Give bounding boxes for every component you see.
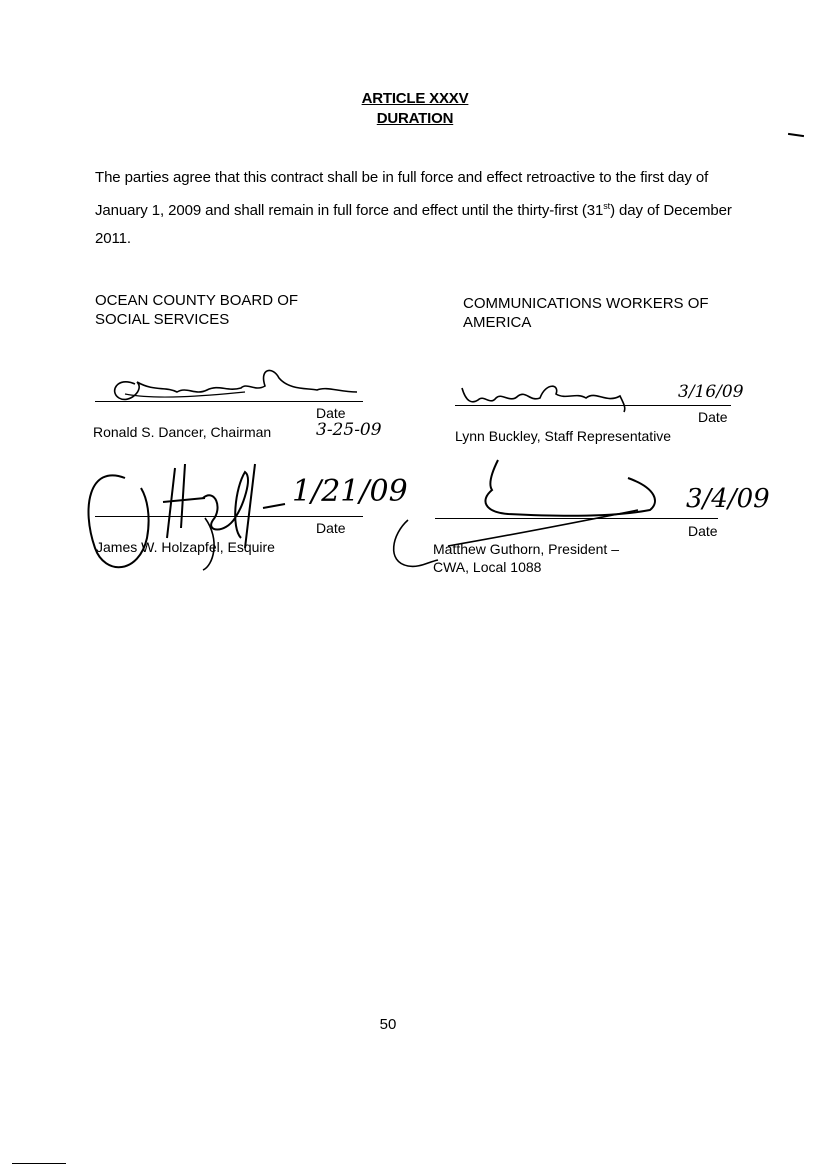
date-label-dancer: Date xyxy=(316,405,346,421)
handwritten-date-guthorn: 3/4/09 xyxy=(686,484,770,514)
employer-party xyxy=(95,291,298,329)
union-party xyxy=(463,294,709,332)
page-number: 50 xyxy=(379,1016,397,1033)
handwritten-date-buckley: 3/16/09 xyxy=(678,382,744,402)
ordinal-suffix: st xyxy=(603,201,611,211)
employer-name-line2: SOCIAL SERVICES xyxy=(95,311,230,328)
signatory-name-dancer: Ronald S. Dancer, Chairman xyxy=(93,424,272,440)
signatory-name-buckley: Lynn Buckley, Staff Representative xyxy=(455,428,672,444)
employer-name-line1: OCEAN COUNTY BOARD OF xyxy=(95,292,299,309)
date-label-buckley: Date xyxy=(698,409,728,425)
date-label-holzapfel: Date xyxy=(316,520,346,536)
handwritten-date-dancer: 3-25-09 xyxy=(316,420,382,440)
scan-line xyxy=(12,1163,66,1164)
signature-line-holzapfel xyxy=(95,516,363,517)
signatory-name-guthorn-line2: CWA, Local 1088 xyxy=(433,559,542,575)
signature-buckley xyxy=(460,378,640,414)
article-number: ARTICLE XXXV xyxy=(361,90,469,107)
handwritten-date-holzapfel: 1/21/09 xyxy=(292,474,408,509)
paragraph-text-end: ) day of December 2011. xyxy=(95,202,732,247)
duration-paragraph xyxy=(95,164,745,253)
article-title: DURATION xyxy=(376,110,454,127)
union-name-line2: AMERICA xyxy=(463,314,532,331)
scan-mark xyxy=(788,133,804,137)
paragraph-text: The parties agree that this contract shall be in full force and effect retroactive to the first day of January 1, 2009 and shall remain in full force and effect until the thirty-first (31 xyxy=(95,169,709,219)
signatory-name-guthorn-line1: Matthew Guthorn, President – xyxy=(433,541,619,557)
union-name-line1: COMMUNICATIONS WORKERS OF xyxy=(463,295,709,312)
signature-line-buckley xyxy=(455,405,731,406)
signature-line-dancer xyxy=(95,401,363,402)
date-label-guthorn: Date xyxy=(688,523,718,539)
signatory-name-holzapfel: James W. Holzapfel, Esquire xyxy=(96,539,275,555)
signature-line-guthorn xyxy=(435,518,718,519)
